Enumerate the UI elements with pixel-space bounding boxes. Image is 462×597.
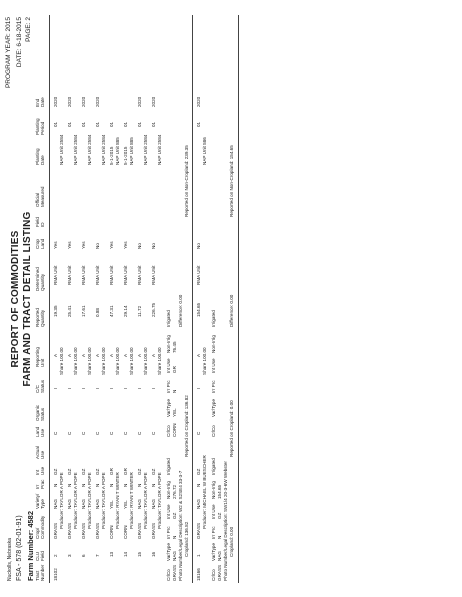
summary-head: Irrigated (211, 310, 216, 327)
col-clu-field: CLU Field (35, 551, 45, 561)
summary-value: N (172, 535, 177, 539)
summary-head: Int Use (166, 358, 171, 373)
summary-head: Var/Type (166, 398, 171, 417)
cropland-total: Cropland: 136.82 (184, 521, 189, 557)
col-determined-quantity: Determined Quantity (35, 267, 45, 291)
summary-head: Var/Type (211, 398, 216, 417)
producer: Producer: TAYLOR A POPE (101, 472, 106, 529)
producer: Producer: TAYLOR A POPE (73, 472, 78, 529)
reported-quantity: 226.75 (151, 302, 156, 317)
reporting-unit: A (123, 353, 128, 357)
crop: CORN (123, 525, 128, 539)
cc-status: I (151, 387, 156, 389)
irr-prac: N (196, 483, 201, 487)
land-use: C (81, 431, 86, 435)
determined-quantity: RMA Unit (53, 265, 58, 285)
county-office: Nuckolls, Nebraska (7, 537, 13, 581)
tract-number: 18102 (53, 568, 58, 581)
col-reporting-unit: Reporting Unit (35, 347, 45, 367)
variety: NAG (137, 499, 142, 509)
end-date: 2020 (53, 96, 58, 107)
variety: NAG (95, 499, 100, 509)
summary-value: 76.45 (172, 341, 177, 353)
crop-land: No (137, 243, 142, 249)
land-use: C (67, 431, 72, 435)
reported-quantity: 11.72 (137, 305, 142, 317)
col-end-date: End Date (35, 97, 45, 107)
determined-quantity: RMA Unit (109, 265, 114, 285)
determined-quantity: RMA Unit (81, 265, 86, 285)
tract-rule (238, 15, 239, 583)
summary-head: Irr Prc (211, 380, 216, 393)
cc-status: I (196, 387, 201, 389)
tract-rule (192, 15, 193, 583)
col-reported-quantity: Reported Quantity (35, 308, 45, 327)
land-use: C (123, 431, 128, 435)
reported-on-non-cropland: Reported on Non-Cropland: 239.35 (184, 145, 189, 217)
clu-field: 1 (196, 554, 201, 557)
difference: Difference: 0.00 (229, 294, 234, 327)
reported-quantity: 47.31 (109, 305, 114, 317)
summary-head: Non-Irrig (211, 335, 216, 353)
reporting-unit: A (109, 353, 114, 357)
land-use: C (151, 431, 156, 435)
int-use: GZ (196, 468, 201, 475)
cc-status: I (67, 387, 72, 389)
variety: YEL (109, 500, 114, 509)
variety: NAG (81, 499, 86, 509)
determined-quantity: RMA Unit (137, 265, 142, 285)
summary-value: NAG (172, 551, 177, 561)
planting-period: 01 (137, 121, 142, 127)
clu-field: 16 (151, 551, 156, 557)
planting-period: 01 (95, 121, 100, 127)
reported-quantity: 29.14 (123, 305, 128, 317)
irr-prac: N (109, 483, 114, 487)
int-use: GZ (53, 468, 58, 475)
share: Share 100.00 (143, 347, 148, 375)
share: Share 100.00 (101, 347, 106, 375)
summary-head: Int Use (166, 504, 171, 519)
crop: GRASS (67, 522, 72, 539)
summary-head: Irrigated (166, 458, 171, 475)
summary-head: CrlCo (211, 569, 216, 581)
share: Share 100.00 (73, 347, 78, 375)
producer: Producer: TAYLOR A POPE (143, 472, 148, 529)
clu-field: 14 (123, 551, 128, 557)
reporting-unit: A (95, 353, 100, 357)
reported-on-cropland: Reported on Cropland: 0.00 (229, 400, 234, 457)
col-land-use: Land Use (35, 426, 45, 437)
summary-head: Non-Irrig (166, 481, 171, 499)
nap-unit: NAP Unit 2584 (59, 134, 64, 165)
end-date: 2020 (95, 96, 100, 107)
header-rule (49, 15, 50, 583)
summary-value: GZ (172, 512, 177, 519)
reported-on-non-cropland: Reported on Non-Cropland: 154.65 (229, 145, 234, 217)
determined-quantity: RMA Unit (196, 265, 201, 285)
crop: CORN (109, 525, 114, 539)
summary-value: N (172, 389, 177, 393)
summary-head: Non-Irrig (211, 481, 216, 499)
reported-quantity: 19.35 (53, 305, 58, 317)
form-id: FSA - 578 (02-01-91) (16, 515, 23, 581)
summary-head: CrlCo (211, 425, 216, 437)
irr-prac: N (151, 483, 156, 487)
clu-field: 3 (67, 554, 72, 557)
clu-field: 15 (137, 551, 142, 557)
page-number: PAGE: 2 (25, 17, 32, 42)
irr-prac: N (67, 483, 72, 487)
variety: NAG (53, 499, 58, 509)
crop-land: Yes (53, 241, 58, 249)
report-date: DATE: 6-18-2015 (16, 17, 23, 68)
col-planting-period: Planting Period (35, 118, 45, 135)
summary-value: NAG (217, 551, 222, 561)
summary-head: CrlCo (166, 569, 171, 581)
int-use: GZ (81, 468, 86, 475)
summary-head: Irrigated (166, 310, 171, 327)
producer: Producer: TAYLOR A POPE (87, 472, 92, 529)
land-use: C (196, 431, 201, 435)
reported-on-cropland: Reported on Cropland: 136.82 (184, 395, 189, 457)
summary-head: Irr Prc (166, 380, 171, 393)
land-use: C (109, 431, 114, 435)
legal-description: Photo Number/Legal Description: W2 & S2SE4 33-3-7 (178, 470, 183, 581)
producer: Producer: RYAN T WINTER (129, 472, 134, 529)
summary-head: CrlCo (166, 425, 171, 437)
producer: Producer: TAYLOR A POPE (157, 472, 162, 529)
planting-period: 01 (67, 121, 72, 127)
legal-description: Photo Number/Legal Description: SW1/4 20-3-6W Webster (223, 461, 228, 581)
summary-value: CORN (172, 423, 177, 437)
nap-unit: NAP Unit 2584 (73, 134, 78, 165)
clu-field: 13 (109, 551, 114, 557)
planting-period: 01 (81, 121, 86, 127)
int-use: GZ (67, 468, 72, 475)
reporting-unit: A (151, 353, 156, 357)
summary-value: GR (172, 366, 177, 373)
farm-number: Farm Number: 4582 (26, 510, 35, 581)
share: Share 100.00 (115, 347, 120, 375)
crop-land: Yes (81, 241, 86, 249)
difference: Difference: 0.00 (178, 294, 183, 327)
int-use: GZ (95, 468, 100, 475)
crop: GRASS (151, 522, 156, 539)
summary-head: Irr Prc (166, 526, 171, 539)
planting-period: 01 (53, 121, 58, 127)
irr-prac: N (81, 483, 86, 487)
planting-period: 01 (123, 121, 128, 127)
crop: GRASS (95, 522, 100, 539)
col-irr-prac: Irr Prac (35, 479, 45, 489)
cropland-total: Cropland: 0.00 (229, 526, 234, 557)
summary-value: N (217, 535, 222, 539)
land-use: C (137, 431, 142, 435)
program-year: PROGRAM YEAR: 2015 (5, 17, 12, 89)
land-use: C (95, 431, 100, 435)
summary-head: Int Use (211, 504, 216, 519)
share: Share 100.00 (202, 347, 207, 375)
determined-quantity: RMA Unit (151, 265, 156, 285)
reported-quantity: 0.88 (95, 308, 100, 317)
share: Share 100.00 (129, 347, 134, 375)
irr-prac: N (95, 483, 100, 487)
variety: NAG (196, 499, 201, 509)
crop-land: Yes (67, 241, 72, 249)
col-planting-date: Planting Date (35, 148, 45, 165)
crop: GRASS (196, 522, 201, 539)
crop: GRASS (81, 522, 86, 539)
producer: Producer: RYAN T WINTER (115, 472, 120, 529)
summary-head: Irrigated (211, 458, 216, 475)
variety: NAG (151, 499, 156, 509)
tract-number: 18166 (196, 568, 201, 581)
variety: YEL (123, 500, 128, 509)
producer: Producer: TAYLOR A POPE (59, 472, 64, 529)
reporting-unit: A (196, 353, 201, 357)
summary-head: Irr Prc (211, 526, 216, 539)
cc-status: I (109, 387, 114, 389)
crop-land: Yes (109, 241, 114, 249)
col-cc-status: C/C Status (35, 379, 45, 393)
planting-period: 01 (151, 121, 156, 127)
share: Share 100.00 (59, 347, 64, 375)
cc-status: I (53, 387, 58, 389)
summary-value: GRASS (172, 564, 177, 581)
col-actual-use: Actual Use (35, 446, 45, 459)
nap-unit: NAP Unit 2584 (157, 134, 162, 165)
clu-field: 7 (95, 554, 100, 557)
int-use: GR (123, 468, 128, 475)
reporting-unit: A (81, 353, 86, 357)
cc-status: I (95, 387, 100, 389)
summary-value: GZ (217, 512, 222, 519)
crop-land: Yes (123, 241, 128, 249)
int-use: GZ (151, 468, 156, 475)
nap-unit: NAP Unit 2584 (143, 134, 148, 165)
col-field-id: Field ID (35, 217, 45, 227)
end-date: 2020 (151, 96, 156, 107)
nap-unit: NAP Unit 2584 (87, 134, 92, 165)
share: Share 100.00 (157, 347, 162, 375)
planting-date: 5-1-2015 (109, 146, 114, 165)
col-int-use: Int Use (35, 466, 45, 475)
summary-value: 154.65 (217, 484, 222, 499)
summary-head: Var/Type (211, 542, 216, 561)
summary-value: GRASS (217, 564, 222, 581)
crop: GRASS (137, 522, 142, 539)
cc-status: I (123, 387, 128, 389)
nap-unit: NAP Unit 885 (129, 137, 134, 165)
report-subtitle: FARM AND TRACT DETAIL LISTING (22, 211, 33, 387)
clu-field: 2 (53, 554, 58, 557)
summary-value: 276.72 (172, 484, 177, 499)
col-official-measured: Official Measured (35, 186, 45, 207)
col-crop-commodity: Crop/ Commodity (35, 515, 45, 539)
reported-quantity: 17.61 (81, 305, 86, 317)
nap-unit: NAP Unit 586 (202, 137, 207, 165)
determined-quantity: RMA Unit (67, 265, 72, 285)
reported-quantity: 154.65 (196, 302, 201, 317)
reporting-unit: A (53, 353, 58, 357)
variety: NAG (67, 499, 72, 509)
share: Share 100.00 (87, 347, 92, 375)
end-date: 2020 (137, 96, 142, 107)
reported-quantity: 25.41 (67, 305, 72, 317)
col-variety-type: Variety/ Type (35, 493, 45, 509)
crop-land: No (196, 243, 201, 249)
producer: Producer: MICHAEL W BUESCHER (202, 455, 207, 529)
cc-status: I (81, 387, 86, 389)
summary-head: Int Use (211, 358, 216, 373)
summary-head: Var/Type (166, 542, 171, 561)
reporting-unit: A (137, 353, 142, 357)
int-use: GZ (137, 468, 142, 475)
determined-quantity: RMA Unit (95, 265, 100, 285)
crop: GRASS (53, 522, 58, 539)
nap-unit: NAP Unit 885 (115, 137, 120, 165)
summary-value: YEL (172, 408, 177, 417)
planting-period: 01 (196, 121, 201, 127)
irr-prac: N (137, 483, 142, 487)
planting-date: 5-1-2015 (123, 146, 128, 165)
clu-field: 6 (81, 554, 86, 557)
col-crop-land: Crop Land (35, 238, 45, 249)
end-date: 2020 (196, 96, 201, 107)
summary-head: Non-Irrig (166, 335, 171, 353)
determined-quantity: RMA Unit (123, 265, 128, 285)
cc-status: I (137, 387, 142, 389)
reporting-unit: A (67, 353, 72, 357)
irr-prac: N (53, 483, 58, 487)
nap-unit: NAP Unit 2584 (101, 134, 106, 165)
end-date: 2020 (67, 96, 72, 107)
report-title: REPORT OF COMMODITIES (10, 230, 21, 368)
crop-land: No (95, 243, 100, 249)
irr-prac: N (123, 483, 128, 487)
int-use: GR (109, 468, 114, 475)
planting-period: 01 (109, 121, 114, 127)
col-organic-status: Organic Status (35, 404, 45, 421)
end-date: 2020 (81, 96, 86, 107)
land-use: C (53, 431, 58, 435)
col-tract-number: Tract Number (35, 564, 45, 581)
crop-land: No (151, 243, 156, 249)
